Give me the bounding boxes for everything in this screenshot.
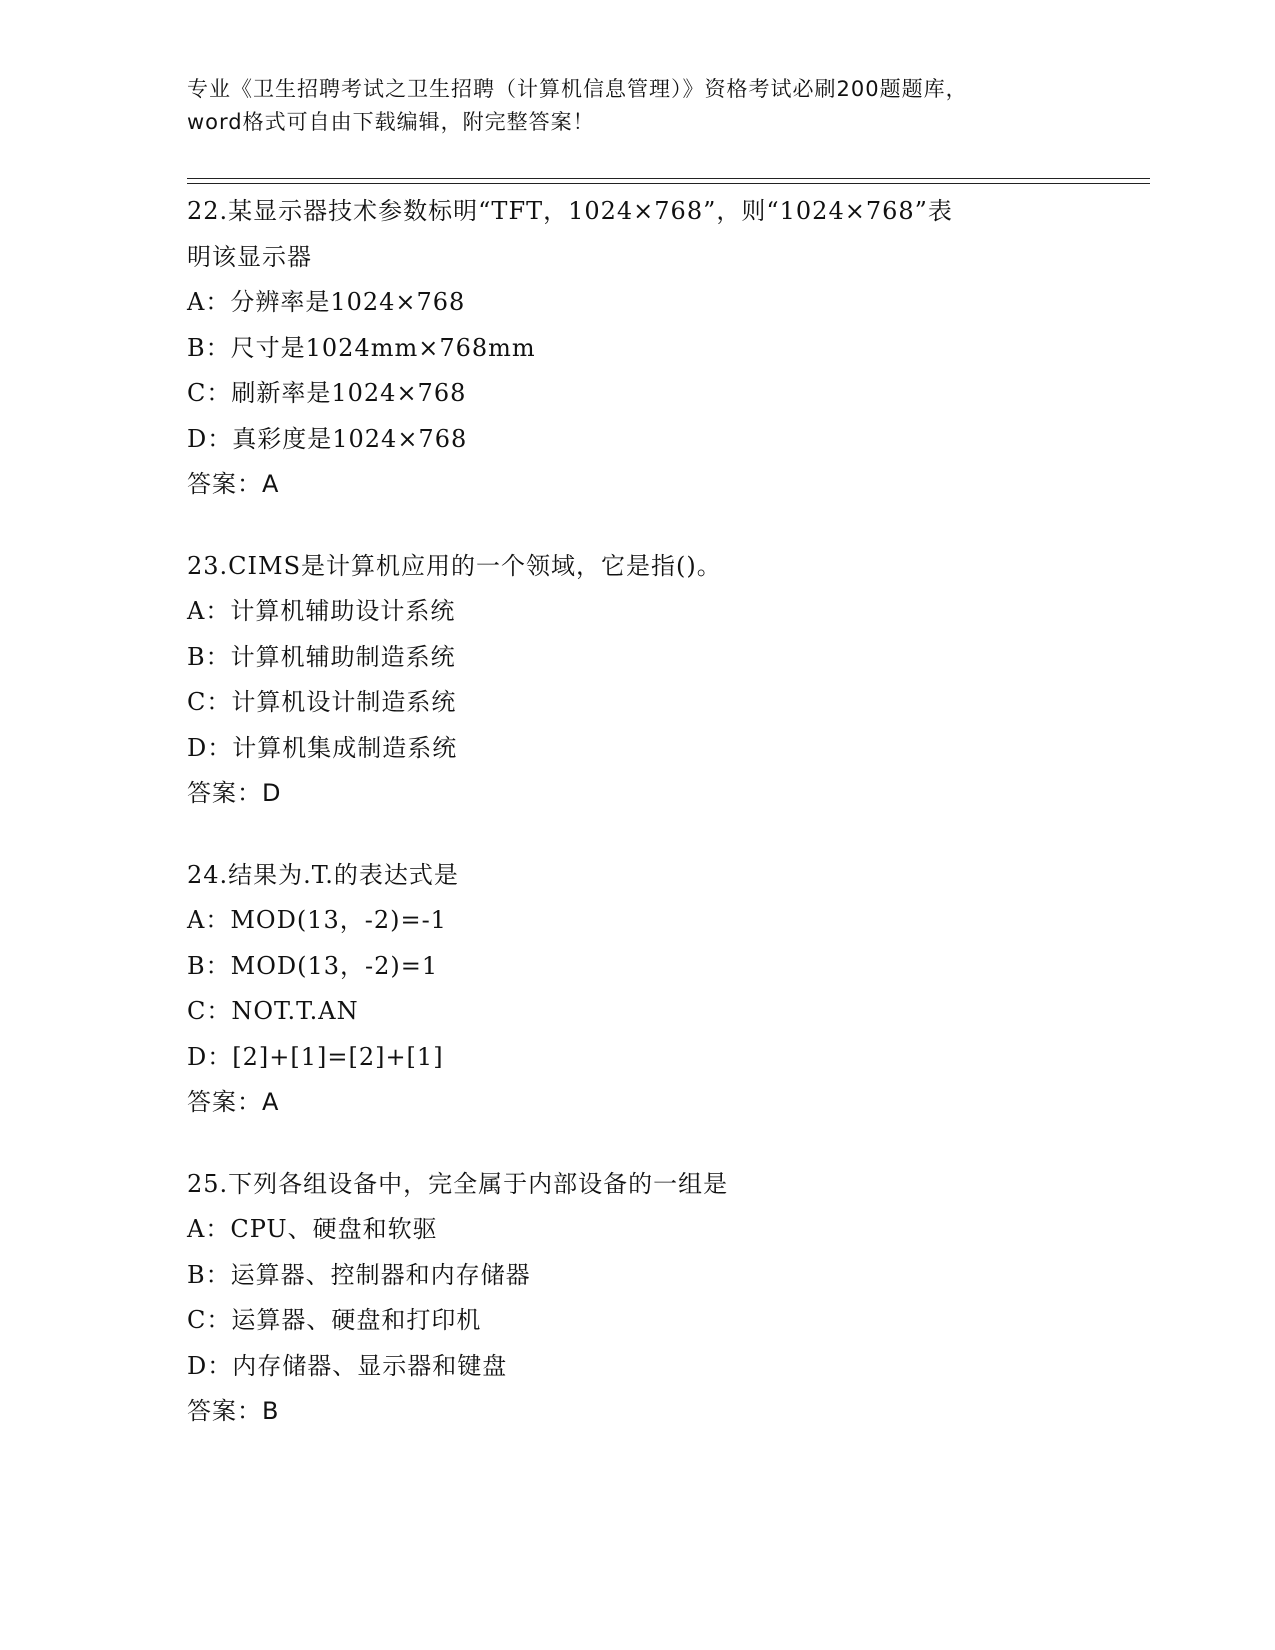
question-text: 25.下列各组设备中，完全属于内部设备的一组是 — [187, 1169, 729, 1198]
answer: 答案：A — [187, 470, 280, 498]
header-divider-bottom — [187, 183, 1150, 184]
document-header — [187, 73, 1087, 139]
answer: 答案：B — [187, 1397, 280, 1425]
option-b: B：尺寸是1024mm×768mm — [187, 333, 536, 362]
question-text: 23.CIMS是计算机应用的一个领域，它是指()。 — [187, 551, 722, 580]
option-b: B：运算器、控制器和内存储器 — [187, 1260, 531, 1289]
question-22 — [187, 189, 1087, 508]
header-divider-top — [187, 178, 1150, 179]
header-line-1: 专业《卫生招聘考试之卫生招聘（计算机信息管理）》资格考试必刷200题题库， — [187, 77, 968, 101]
option-b: B：计算机辅助制造系统 — [187, 642, 456, 671]
option-c: C：NOT.T.AN — [187, 997, 359, 1025]
option-c: C：计算机设计制造系统 — [187, 688, 457, 716]
question-text: 24.结果为.T.的表达式是 — [187, 860, 459, 889]
option-a: A：MOD(13，-2)=-1 — [187, 906, 447, 934]
answer: 答案：D — [187, 779, 282, 807]
question-25 — [187, 1162, 1087, 1435]
option-a: A：计算机辅助设计系统 — [187, 597, 456, 625]
option-a: A：CPU、硬盘和软驱 — [187, 1215, 438, 1243]
question-23 — [187, 544, 1087, 817]
option-d: D：内存储器、显示器和键盘 — [187, 1351, 508, 1380]
question-text: 22.某显示器技术参数标明“TFT，1024×768”，则“1024×768”表 — [187, 197, 953, 225]
option-c: C：运算器、硬盘和打印机 — [187, 1306, 482, 1334]
question-text-continued: 明该显示器 — [187, 242, 312, 271]
option-b: B：MOD(13，-2)=1 — [187, 951, 439, 980]
option-d: D：真彩度是1024×768 — [187, 424, 468, 453]
header-line-2: word格式可自由下载编辑，附完整答案！ — [187, 110, 595, 134]
question-list — [187, 189, 1087, 1471]
question-24 — [187, 853, 1087, 1126]
option-c: C：刷新率是1024×768 — [187, 379, 467, 407]
option-a: A：分辨率是1024×768 — [187, 288, 466, 316]
option-d: D：计算机集成制造系统 — [187, 733, 458, 762]
option-d: D：[2]+[1]=[2]+[1] — [187, 1042, 444, 1071]
answer: 答案：A — [187, 1088, 280, 1116]
